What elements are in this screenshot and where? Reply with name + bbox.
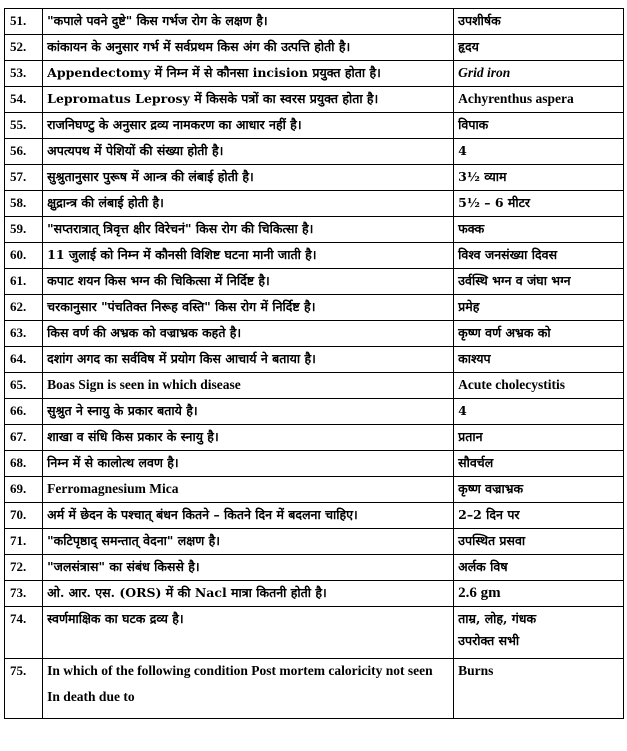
- question-text: सुश्रुत ने स्नायु के प्रकार बताये है।: [43, 399, 454, 425]
- row-number: 51.: [5, 9, 43, 35]
- question-text: अर्म में छेदन के पश्चात् बंधन कितने – कितने दिन में बदलना चाहिए।: [43, 503, 454, 529]
- row-number: 66.: [5, 399, 43, 425]
- row-number: 71.: [5, 529, 43, 555]
- table-row: [5, 659, 624, 719]
- table-row: [5, 347, 624, 373]
- row-number: 56.: [5, 139, 43, 165]
- table-row: [5, 295, 624, 321]
- table-row: [5, 425, 624, 451]
- table-row: [5, 191, 624, 217]
- question-text: "जलसंत्रास" का संबंध किससे है।: [43, 555, 454, 581]
- question-table: [4, 8, 624, 719]
- question-text: Lepromatus Leprosy में किसके पत्रों का स्वरस प्रयुक्त होता है।: [43, 87, 454, 113]
- row-number: 54.: [5, 87, 43, 113]
- answer-text: हृदय: [454, 35, 624, 61]
- answer-text: कृष्ण वज्राभ्रक: [454, 477, 624, 503]
- question-answer-sheet: [4, 8, 624, 719]
- answer-text: ताम्र, लोह, गंधक: [458, 611, 537, 626]
- row-number: 75.: [5, 659, 43, 719]
- table-row: [5, 529, 624, 555]
- question-text: अपत्यपथ में पेशियों की संख्या होती है।: [43, 139, 454, 165]
- question-text: शाखा व संधि किस प्रकार के स्नायु है।: [43, 425, 454, 451]
- row-number: 53.: [5, 61, 43, 87]
- table-row: [5, 165, 624, 191]
- answer-text: 3½ व्याम: [454, 165, 624, 191]
- row-number: 57.: [5, 165, 43, 191]
- table-row: [5, 477, 624, 503]
- table-row: [5, 373, 624, 399]
- answer-text: Burns: [454, 659, 624, 719]
- question-text-continued: In death due to: [47, 689, 135, 704]
- answer-text-secondary: उपरोक्त सभी: [458, 633, 520, 648]
- row-number: 70.: [5, 503, 43, 529]
- question-text: Ferromagnesium Mica: [43, 477, 454, 503]
- table-row: [5, 399, 624, 425]
- question-text: ओ. आर. एस. (ORS) में की Nacl मात्रा कितनी होती है।: [43, 581, 454, 607]
- answer-text: सौवर्चल: [454, 451, 624, 477]
- row-number: 65.: [5, 373, 43, 399]
- answer-text: Grid iron: [454, 61, 624, 87]
- row-number: 60.: [5, 243, 43, 269]
- answer-text: प्रमेह: [454, 295, 624, 321]
- table-row: [5, 9, 624, 35]
- table-row: [5, 217, 624, 243]
- table-row: [5, 243, 624, 269]
- question-text: सुश्रुतानुसार पुरूष में आन्त्र की लंबाई होती है।: [43, 165, 454, 191]
- answer-text: विपाक: [454, 113, 624, 139]
- row-number: 59.: [5, 217, 43, 243]
- question-text: कांकायन के अनुसार गर्भ में सर्वप्रथम किस अंग की उत्पत्ति होती है।: [43, 35, 454, 61]
- table-row: [5, 113, 624, 139]
- answer-text: कृष्ण वर्ण अभ्रक को: [454, 321, 624, 347]
- row-number: 55.: [5, 113, 43, 139]
- question-text: Appendectomy में निम्न में से कौनसा incision प्रयुक्त होता है।: [43, 61, 454, 87]
- answer-text: Acute cholecystitis: [454, 373, 624, 399]
- row-number: 58.: [5, 191, 43, 217]
- answer-text: उपस्थित प्रसवा: [454, 529, 624, 555]
- answer-text: 2.6 gm: [454, 581, 624, 607]
- row-number: 74.: [5, 607, 43, 659]
- answer-text: विश्व जनसंख्या दिवस: [454, 243, 624, 269]
- row-number: 64.: [5, 347, 43, 373]
- answer-text: उर्वस्थि भग्न व जंघा भग्न: [454, 269, 624, 295]
- question-text: निम्न में से कालोत्थ लवण है।: [43, 451, 454, 477]
- question-text: In which of the following condition Post mortem caloricity not seen: [47, 663, 433, 678]
- answer-text: 5½ – 6 मीटर: [454, 191, 624, 217]
- question-text: कपाट शयन किस भग्न की चिकित्सा में निर्दिष्ट है।: [43, 269, 454, 295]
- answer-text: उपशीर्षक: [454, 9, 624, 35]
- row-number: 72.: [5, 555, 43, 581]
- table-row: [5, 607, 624, 659]
- table-row: [5, 581, 624, 607]
- table-row: [5, 555, 624, 581]
- question-text: राजनिघण्टु के अनुसार द्रव्य नामकरण का आधार नहीं है।: [43, 113, 454, 139]
- table-row: [5, 139, 624, 165]
- answer-text: फक्क: [454, 217, 624, 243]
- row-number: 63.: [5, 321, 43, 347]
- answer-text: 4: [454, 139, 624, 165]
- question-text: "सप्तरात्रात् त्रिवृत्त क्षीर विरेचनं" किस रोग की चिकित्सा है।: [43, 217, 454, 243]
- row-number: 67.: [5, 425, 43, 451]
- answer-text: Achyrenthus aspera: [454, 87, 624, 113]
- row-number: 73.: [5, 581, 43, 607]
- row-number: 62.: [5, 295, 43, 321]
- question-text: "कपाले पवने दुष्टे" किस गर्भज रोग के लक्षण है।: [43, 9, 454, 35]
- question-text: Boas Sign is seen in which disease: [43, 373, 454, 399]
- row-number: 68.: [5, 451, 43, 477]
- question-text: क्षुद्रान्त्र की लंबाई होती है।: [43, 191, 454, 217]
- row-number: 61.: [5, 269, 43, 295]
- answer-text: 4: [454, 399, 624, 425]
- answer-text: काश्यप: [454, 347, 624, 373]
- answer-cell: [454, 607, 624, 659]
- question-text: 11 जुलाई को निम्न में कौनसी विशिष्ट घटना मानी जाती है।: [43, 243, 454, 269]
- table-row: [5, 451, 624, 477]
- table-row: [5, 503, 624, 529]
- table-row: [5, 269, 624, 295]
- question-text: दशांग अगद का सर्वविष में प्रयोग किस आचार्य ने बताया है।: [43, 347, 454, 373]
- question-text: "कटिपृष्ठाद् समन्तात् वेदना" लक्षण है।: [43, 529, 454, 555]
- question-text: चरकानुसार "पंचतिक्त निरूह वस्ति" किस रोग में निर्दिष्ट है।: [43, 295, 454, 321]
- table-row: [5, 321, 624, 347]
- question-cell: [43, 659, 454, 719]
- question-text: स्वर्णमाक्षिक का घटक द्रव्य है।: [43, 607, 454, 659]
- row-number: 52.: [5, 35, 43, 61]
- table-row: [5, 35, 624, 61]
- question-text: किस वर्ण की अभ्रक को वज्राभ्रक कहते है।: [43, 321, 454, 347]
- row-number: 69.: [5, 477, 43, 503]
- table-row: [5, 61, 624, 87]
- table-row: [5, 87, 624, 113]
- answer-text: अर्लक विष: [454, 555, 624, 581]
- answer-text: 2–2 दिन पर: [454, 503, 624, 529]
- answer-text: प्रतान: [454, 425, 624, 451]
